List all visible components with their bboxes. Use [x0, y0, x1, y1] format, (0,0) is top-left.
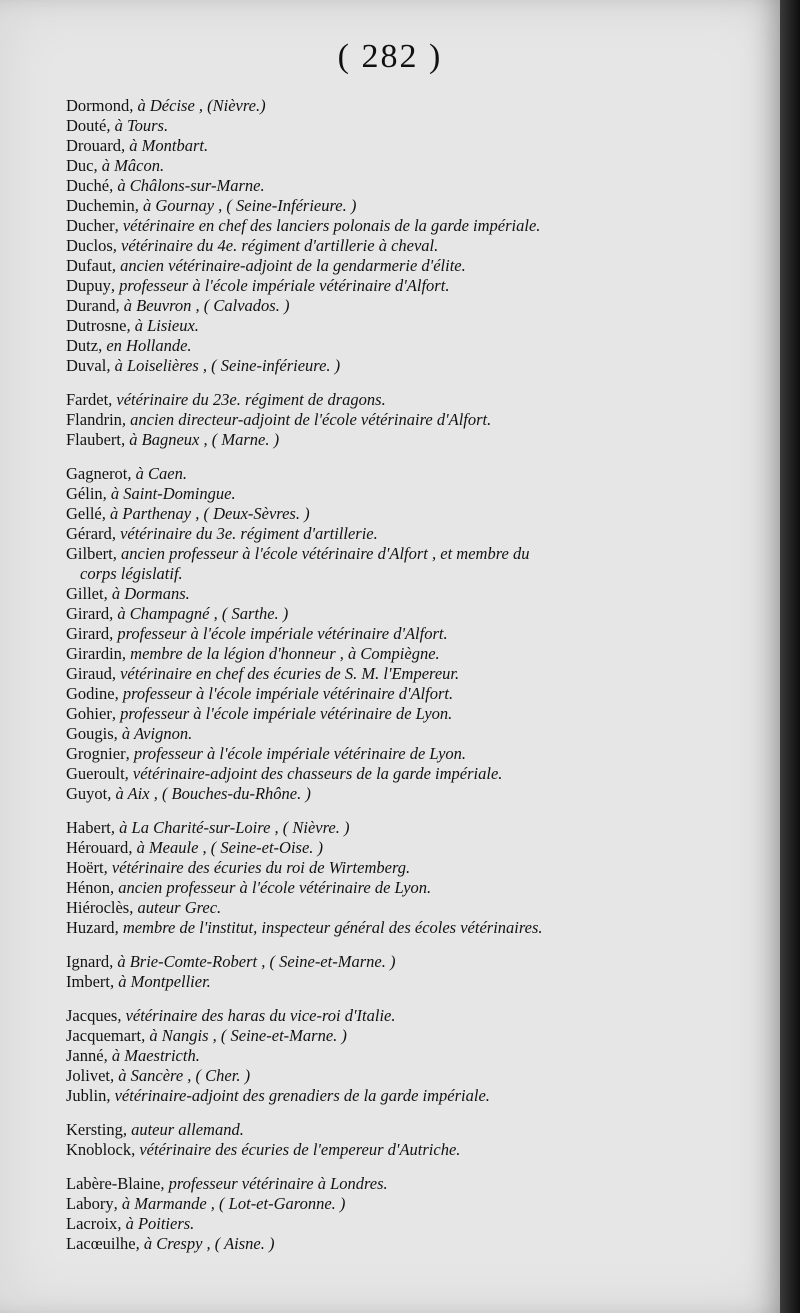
index-entry: [66, 1234, 766, 1254]
index-entry: [66, 584, 766, 604]
index-entry: [66, 336, 766, 356]
entry-name: Jolivet: [66, 1066, 110, 1085]
entry-description: , membre de l'institut, inspecteur général des écoles vétérinaires.: [114, 918, 543, 937]
entry-description: , à Caen.: [127, 464, 187, 483]
entry-name: Gérard: [66, 524, 112, 543]
entry-name: Duchemin: [66, 196, 135, 215]
index-entry: [66, 1046, 766, 1066]
entry-name: Jacquemart: [66, 1026, 142, 1045]
entry-name: Kersting: [66, 1120, 123, 1139]
index-entry: [66, 356, 766, 376]
group-spacer: [66, 376, 766, 390]
entry-name: Gilbert: [66, 544, 113, 563]
entry-name: Hérouard: [66, 838, 129, 857]
entry-name: Imbert: [66, 972, 110, 991]
index-entry: [66, 1140, 766, 1160]
index-entry: [66, 410, 766, 430]
entry-description: , à Crespy , ( Aisne. ): [135, 1234, 275, 1253]
entry-name: Dufaut: [66, 256, 112, 275]
entry-name: Flandrin: [66, 410, 122, 429]
entry-description: , à Loiselières , ( Seine-inférieure. ): [106, 356, 341, 375]
index-entry: [66, 604, 766, 624]
entry-description: , à Dormans.: [103, 584, 190, 603]
index-entry: [66, 784, 766, 804]
entry-description: , ancien professeur à l'école vétérinaire de Lyon.: [110, 878, 432, 897]
entry-name: Dutz: [66, 336, 99, 355]
entry-description: , à Bagneux , ( Marne. ): [121, 430, 280, 449]
entry-name: Gélin: [66, 484, 103, 503]
entry-name: Drouard: [66, 136, 121, 155]
page-number: ( 282 ): [337, 38, 443, 75]
index-entry: [66, 524, 766, 544]
entry-description: , auteur Grec.: [129, 898, 222, 917]
entry-description: , à Beuvron , ( Calvados. ): [115, 296, 290, 315]
entry-description: , à Tours.: [106, 116, 169, 135]
index-entry: [66, 504, 766, 524]
entry-name: Gillet: [66, 584, 104, 603]
group-spacer: [66, 804, 766, 818]
entry-description: , à Avignon.: [113, 724, 193, 743]
index-entry: [66, 256, 766, 276]
entry-name: Jublin: [66, 1086, 107, 1105]
index-entry: [66, 1194, 766, 1214]
index-entry: [66, 390, 766, 410]
entry-description: , à Aix , ( Bouches-du-Rhône. ): [107, 784, 311, 803]
index-entry: [66, 858, 766, 878]
index-entry: [66, 764, 766, 784]
entry-name: Girardin: [66, 644, 122, 663]
entry-description: , vétérinaire-adjoint des chasseurs de la garde impériale.: [124, 764, 503, 783]
entry-name: Fardet: [66, 390, 109, 409]
index-entry: [66, 684, 766, 704]
entry-description: , à Meaule , ( Seine-et-Oise. ): [128, 838, 324, 857]
index-entry: [66, 296, 766, 316]
entry-description: , à Décise , (Nièvre.): [129, 96, 266, 115]
entry-description: , vétérinaire en chef des lanciers polonais de la garde impériale.: [114, 216, 541, 235]
index-entry: [66, 544, 766, 564]
entry-name: Ignard: [66, 952, 110, 971]
index-entry: [66, 624, 766, 644]
entry-name: Huzard: [66, 918, 115, 937]
index-entry: [66, 818, 766, 838]
entry-name: Ducher: [66, 216, 115, 235]
index-entry: [66, 176, 766, 196]
entry-description: , à Montpellier.: [109, 972, 211, 991]
entry-description: , vétérinaire des haras du vice-roi d'Italie.: [117, 1006, 396, 1025]
entry-name: Douté: [66, 116, 107, 135]
index-entry: [66, 972, 766, 992]
entry-description: , à Châlons-sur-Marne.: [109, 176, 265, 195]
entry-description: , à Sancère , ( Cher. ): [110, 1066, 251, 1085]
entry-name: Gueroult: [66, 764, 125, 783]
entry-description: , à Montbart.: [120, 136, 209, 155]
entry-name: Flaubert: [66, 430, 121, 449]
entry-name: Labère-Blaine: [66, 1174, 161, 1193]
index-entry: [66, 136, 766, 156]
index-entry: [66, 1026, 766, 1046]
index-entry: [66, 724, 766, 744]
entry-description: , ancien vétérinaire-adjoint de la gendarmerie d'élite.: [111, 256, 466, 275]
entry-description: , à Champagné , ( Sarthe. ): [109, 604, 289, 623]
entry-name: Gellé: [66, 504, 102, 523]
entry-description: , à Parthenay , ( Deux-Sèvres. ): [101, 504, 310, 523]
index-entry: [66, 196, 766, 216]
entry-name: Dupuy: [66, 276, 111, 295]
entry-description: , vétérinaire des écuries du roi de Wirtemberg.: [103, 858, 411, 877]
group-spacer: [66, 1106, 766, 1120]
index-entry: [66, 704, 766, 724]
entry-name: Lacroix: [66, 1214, 118, 1233]
entry-description: , à Gournay , ( Seine-Inférieure. ): [134, 196, 357, 215]
index-entry: [66, 484, 766, 504]
entry-name: Hoërt: [66, 858, 104, 877]
entry-name: Duval: [66, 356, 107, 375]
entry-description: , ancien professeur à l'école vétérinaire d'Alfort , et membre du: [112, 544, 530, 563]
entry-description: , à Maestricth.: [103, 1046, 200, 1065]
entry-description: , à Nangis , ( Seine-et-Marne. ): [141, 1026, 347, 1045]
index-entry: [66, 898, 766, 918]
index-entry: [66, 216, 766, 236]
index-entry: [66, 430, 766, 450]
entry-description: , à Saint-Domingue.: [102, 484, 236, 503]
index-entry: [66, 316, 766, 336]
entry-description: , à Brie-Comte-Robert , ( Seine-et-Marne. ): [109, 952, 396, 971]
index-entry: [66, 1086, 766, 1106]
index-entry: [66, 878, 766, 898]
entry-description: , professeur à l'école impériale vétérinaire d'Alfort.: [110, 276, 450, 295]
entry-name: Knoblock: [66, 1140, 132, 1159]
index-entry: [66, 744, 766, 764]
index-entry: [66, 952, 766, 972]
index-entry: [66, 564, 766, 584]
entry-description: , à Marmande , ( Lot-et-Garonne. ): [113, 1194, 346, 1213]
group-spacer: [66, 992, 766, 1006]
entry-description: , auteur allemand.: [122, 1120, 244, 1139]
index-entry: [66, 1066, 766, 1086]
entry-name: Godine: [66, 684, 115, 703]
entry-description: , ancien directeur-adjoint de l'école vétérinaire d'Alfort.: [121, 410, 492, 429]
entry-description: , professeur vétérinaire à Londres.: [160, 1174, 388, 1193]
entry-description: , à Lisieux.: [126, 316, 199, 335]
entry-name: Hiéroclès: [66, 898, 130, 917]
entry-name: Durand: [66, 296, 116, 315]
entry-name: Duclos: [66, 236, 113, 255]
entry-name: Duché: [66, 176, 110, 195]
entry-name: Giraud: [66, 664, 112, 683]
entry-description: , vétérinaire du 23e. régiment de dragons.: [108, 390, 386, 409]
entry-description: , à Poitiers.: [117, 1214, 195, 1233]
entry-description: , à Mâcon.: [93, 156, 165, 175]
index-entry: [66, 276, 766, 296]
index-entry: [66, 116, 766, 136]
entry-description: , à La Charité-sur-Loire , ( Nièvre. ): [110, 818, 350, 837]
index-entry: [66, 644, 766, 664]
entry-name: Grognier: [66, 744, 126, 763]
entry-description: , professeur à l'école impériale vétérinaire de Lyon.: [111, 704, 453, 723]
entry-name: Janné: [66, 1046, 104, 1065]
index-entry: [66, 1006, 766, 1026]
entry-name: Girard: [66, 624, 110, 643]
index-entry: [66, 1174, 766, 1194]
entry-name: Gohier: [66, 704, 112, 723]
entry-name: Jacques: [66, 1006, 118, 1025]
entry-name: Hénon: [66, 878, 110, 897]
index-entry: [66, 664, 766, 684]
entry-name: Habert: [66, 818, 111, 837]
index-entry: [66, 1214, 766, 1234]
index-entry: [66, 464, 766, 484]
entry-description: , professeur à l'école impériale vétérinaire de Lyon.: [125, 744, 467, 763]
entry-description: corps législatif.: [80, 564, 183, 583]
entry-description: , professeur à l'école impériale vétérinaire d'Alfort.: [114, 684, 454, 703]
entry-description: , vétérinaire du 3e. régiment d'artillerie.: [111, 524, 378, 543]
group-spacer: [66, 1160, 766, 1174]
entry-description: , vétérinaire-adjoint des grenadiers de la garde impériale.: [106, 1086, 490, 1105]
group-spacer: [66, 938, 766, 952]
entry-description: , vétérinaire des écuries de l'empereur d'Autriche.: [131, 1140, 461, 1159]
entry-name: Duc: [66, 156, 94, 175]
entry-description: , vétérinaire du 4e. régiment d'artillerie à cheval.: [112, 236, 439, 255]
index-entry: [66, 918, 766, 938]
entry-name: Dutrosne: [66, 316, 127, 335]
entry-description: , en Hollande.: [98, 336, 192, 355]
entry-name: Gagnerot: [66, 464, 128, 483]
entry-name: Dormond: [66, 96, 130, 115]
entry-name: Lacœuilhe: [66, 1234, 136, 1253]
index-entry: [66, 156, 766, 176]
index-entry: [66, 236, 766, 256]
book-binding-edge: [780, 0, 800, 1313]
index-entries: [66, 96, 766, 1254]
entry-name: Labory: [66, 1194, 114, 1213]
entry-description: , vétérinaire en chef des écuries de S. M. l'Empereur.: [111, 664, 460, 683]
index-entry: [66, 838, 766, 858]
index-entry: [66, 1120, 766, 1140]
entry-name: Gougis: [66, 724, 114, 743]
entry-name: Girard: [66, 604, 110, 623]
entry-description: , professeur à l'école impériale vétérinaire d'Alfort.: [109, 624, 448, 643]
index-entry: [66, 96, 766, 116]
entry-description: , membre de la légion d'honneur , à Compiègne.: [121, 644, 440, 663]
group-spacer: [66, 450, 766, 464]
entry-name: Guyot: [66, 784, 108, 803]
